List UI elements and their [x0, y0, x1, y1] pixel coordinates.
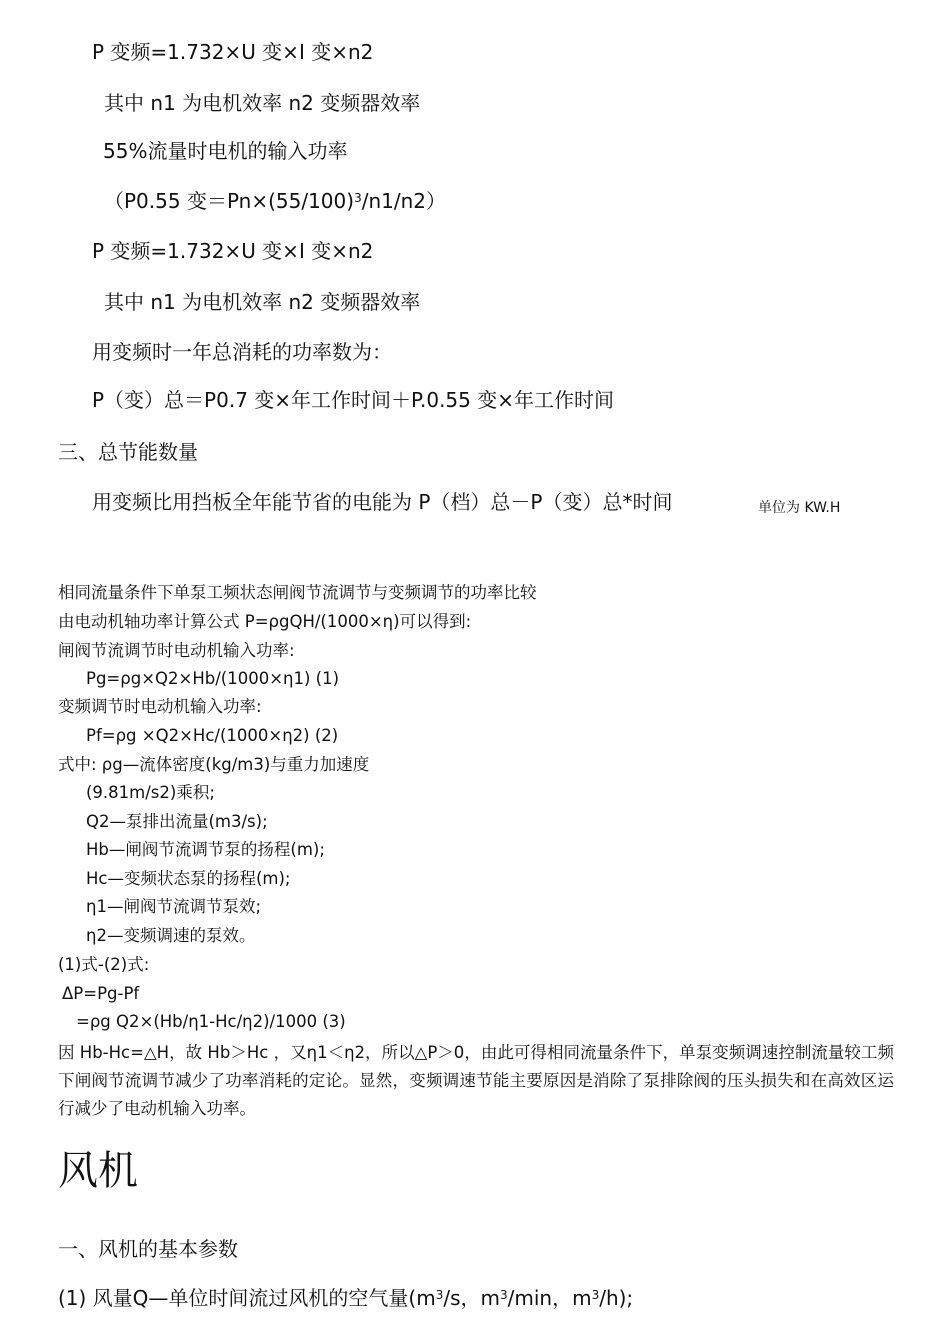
input-power-55-heading: 55%流量时电机的输入功率: [103, 139, 348, 163]
subtract-label: (1)式-(2)式:: [58, 955, 150, 974]
annual-consumption-heading: 用变频时一年总消耗的功率数为：: [92, 340, 392, 364]
where-eta1: η1—闸阀节流调节泵效;: [86, 897, 262, 916]
equation-1: Pg=ρg×Q2×Hb/(1000×η1) (1): [86, 669, 340, 688]
where-hb: Hb—闸阀节流调节泵的扬程(m);: [86, 840, 325, 859]
equation-3: =ρg Q2×(Hb/η1-Hc/η2)/1000 (3): [76, 1012, 346, 1031]
vfd-input-power-label: 变频调节时电动机输入功率:: [58, 697, 262, 716]
equation-2: Pf=ρg ×Q2×Hc/(1000×η2) (2): [86, 726, 339, 745]
formula-p-vfd-1: P 变频=1.732×U 变×I 变×n2: [92, 40, 374, 64]
energy-saving-formula: 用变频比用挡板全年能节省的电能为 P（档）总－P（变）总*时间: [92, 490, 673, 514]
formula-p055: （P0.55 变$=Pn\times(55/100)^3/n1/n2$）: [104, 189, 446, 213]
delta-p: ΔP=Pg-Pf: [62, 984, 140, 1003]
throttle-input-power-label: 闸阀节流调节时电动机输入功率:: [58, 641, 295, 660]
comparison-heading: 相同流量条件下单泵工频状态闸阀节流调节与变频调节的功率比较: [58, 583, 537, 602]
fan-airflow-item: (1) 风量Q—单位时间流过风机的空气量($m^3/s$，$m^3/\min$，$m^3/h$);: [58, 1286, 634, 1310]
fan-basic-params-heading: 一、风机的基本参数: [58, 1237, 238, 1261]
formula-annual-total: P（变）总＝P0.7 变×年工作时间＋P.0.55 变×年工作时间: [92, 388, 614, 412]
section-three-heading: 三、总节能数量: [58, 440, 198, 464]
efficiency-note-1: 其中 n1 为电机效率 n2 变频器效率: [104, 91, 421, 115]
fan-title: 风机: [58, 1148, 138, 1194]
unit-note: 单位为 KW.H: [758, 500, 841, 516]
where-rho-g-cont: (9.81m/s2)乘积;: [86, 783, 215, 802]
where-hc: Hc—变频状态泵的扬程(m);: [86, 869, 291, 888]
efficiency-note-2: 其中 n1 为电机效率 n2 变频器效率: [104, 290, 421, 314]
where-rho-g: 式中: ρg—流体密度(kg/m3)与重力加速度: [58, 755, 370, 774]
where-q2: Q2—泵排出流量(m3/s);: [86, 812, 268, 831]
where-eta2: η2—变频调速的泵效。: [86, 926, 256, 945]
conclusion-paragraph: 因 Hb-Hc=△H，故 Hb＞Hc ，又η1＜η2，所以△P＞0，由此可得相同流量条件下，单泵变频调速控制流量较工频下闸阀节流调节减少了功率消耗的定论。显然，变频调速节能主要原因是消除了泵排除阀的压头损失和在高效区运行减少了电动机输入功率。: [58, 1043, 894, 1118]
shaft-power-line: 由电动机轴功率计算公式 P=ρgQH/(1000×η)可以得到:: [58, 612, 472, 631]
formula-p-vfd-2: P 变频=1.732×U 变×I 变×n2: [92, 239, 374, 263]
